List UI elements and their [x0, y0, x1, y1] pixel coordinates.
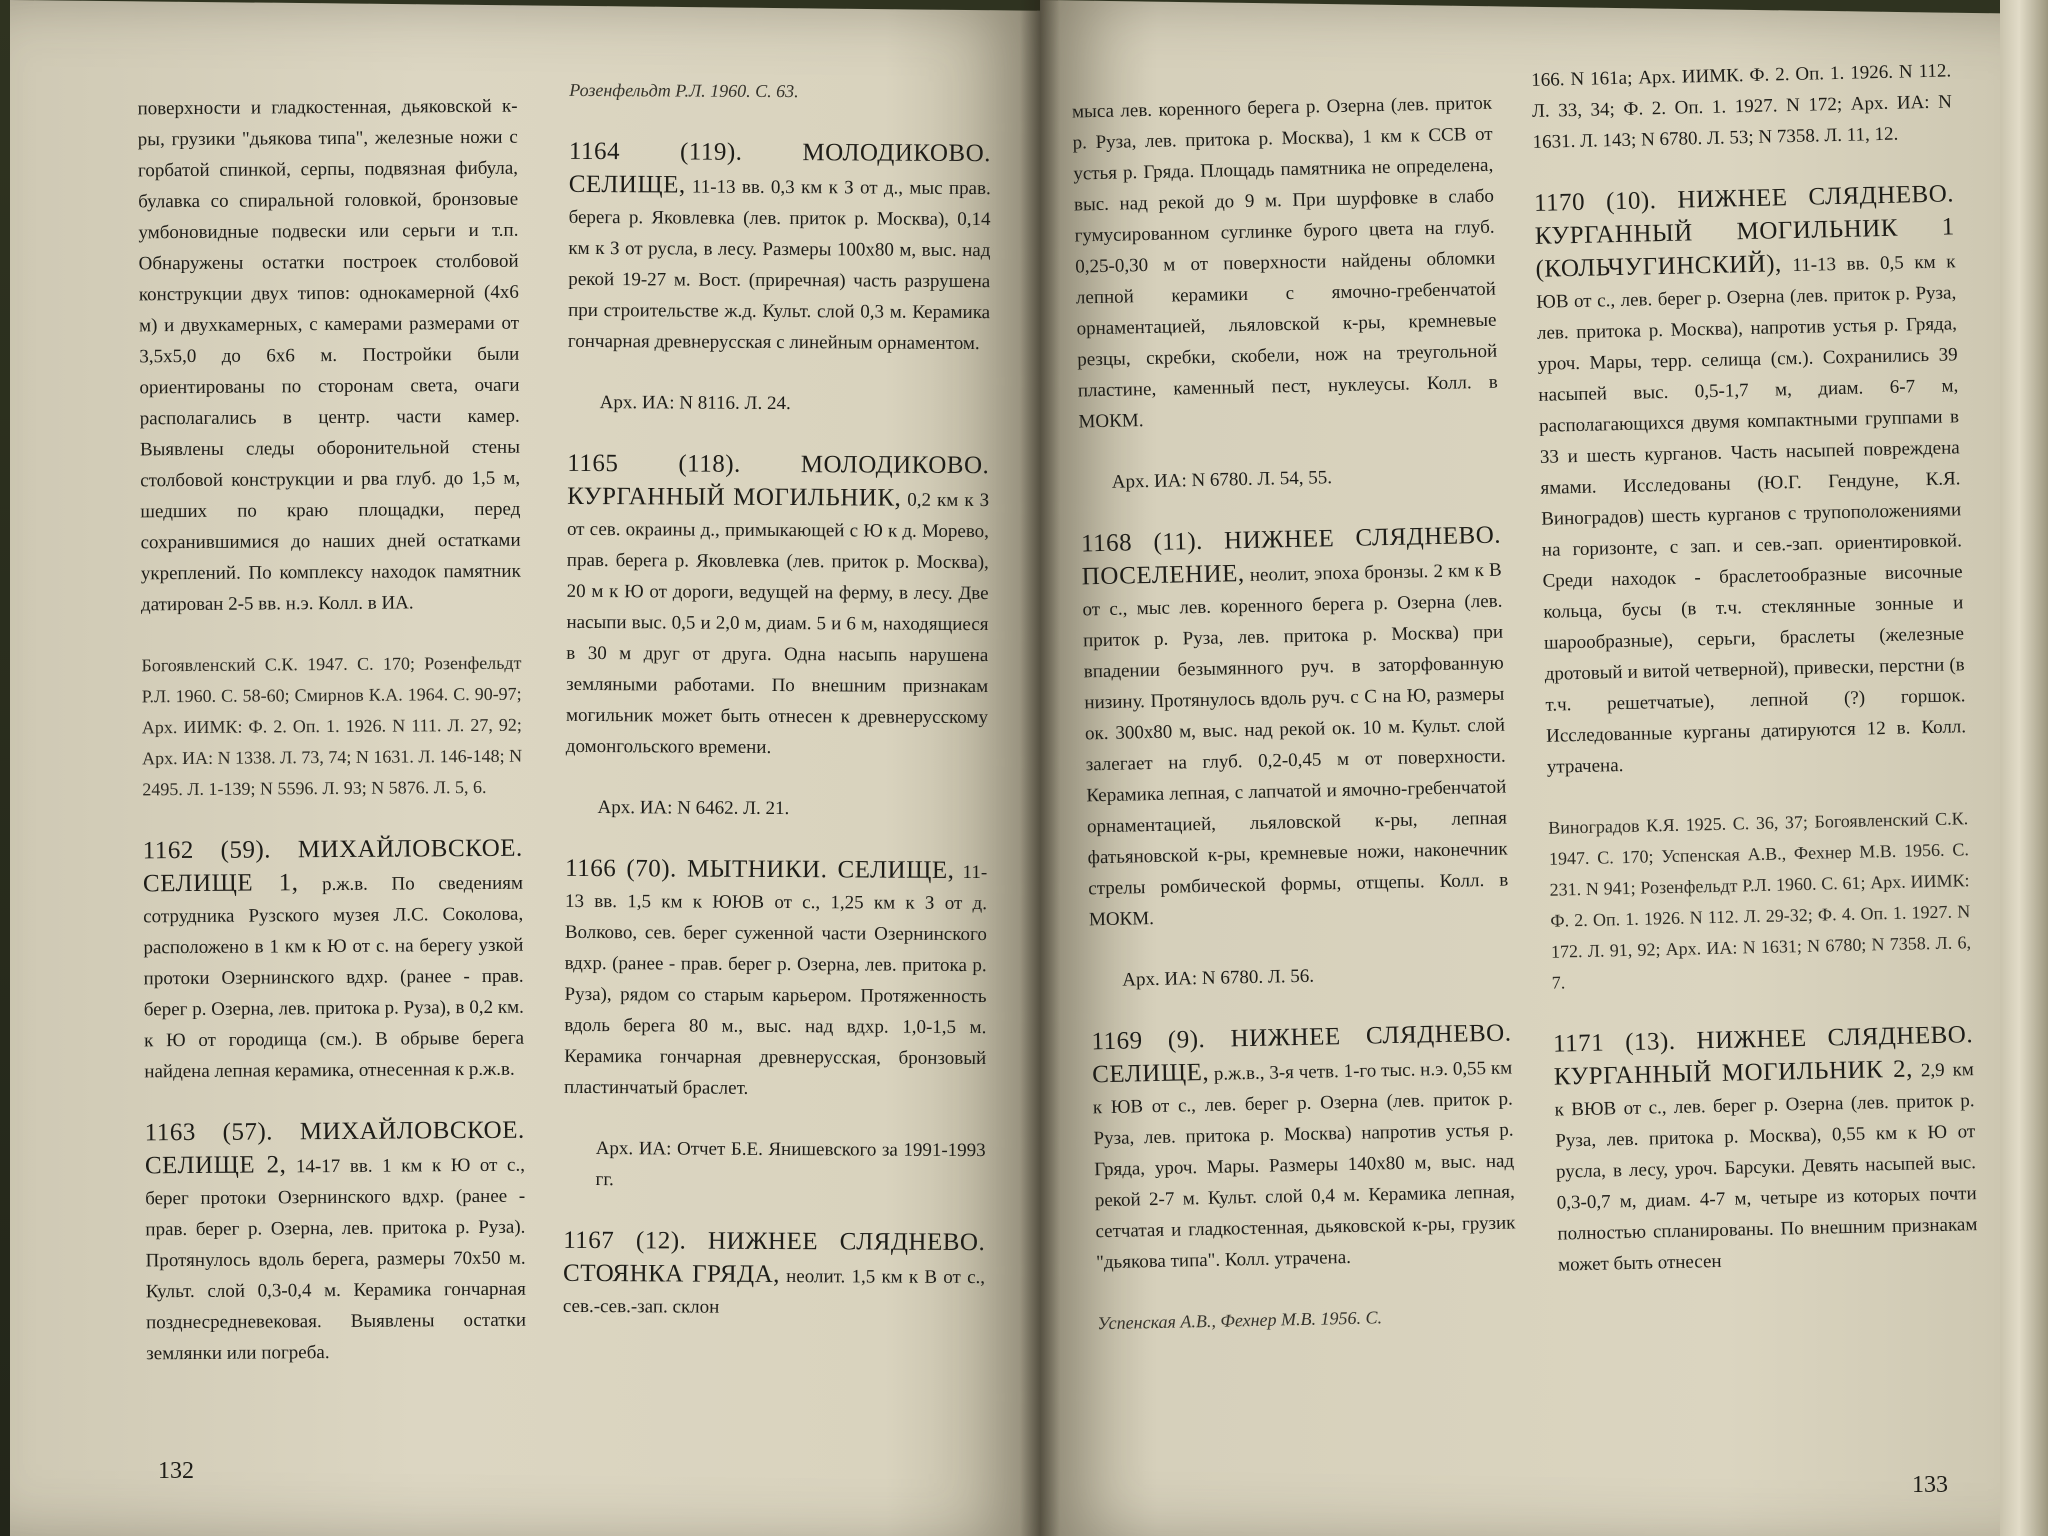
- entry-text: р.ж.в., 3-я четв. 1-го тыс. н.э. 0,55 км к ЮВ от с., лев. берег р. Озерна (лев. приток р. Руза, лев. притока р. Москва) напротив устья р. Гряда, уроч. Мары. Размеры 140х80 м, выс. над рекой 2-7 м. Культ. слой 0,4 м. Керамика лепная, сетчатая и гладкостенная, дьяковской к-ры, грузик "дьякова типа". Колл. утрачена.: [1092, 1057, 1516, 1274]
- site-entry: [564, 853, 987, 1105]
- entry-heading: 1171 (13). НИЖНЕЕ СЛЯДНЕВО. КУРГАННЫЙ МОГИЛЬНИК 2,: [1552, 1021, 1974, 1091]
- body-paragraph: поверхности и гладкостенная, дьяковской к-ры, грузики "дьякова типа", железные ножи с горбатой спинкой, серпы, подвязная фибула, булавка со спиральной головкой, бронзовые умбоновидные подвески или серьги и т.п. Обнаружены остатки построек столбовой конструкции двух типов: однокамерной (4х6 м) и двухкамерных, с камерами размерами от 3,5х5,0 до 6х6 м. Постройки были ориентированы по сторонам света, очаги располагались в центр. части камер. Выявлены следы оборонительной стены столбовой конструкции и рва глуб. до 1,5 м, шедших по краю площадки, перед сохранившимися до наших дней остатками укреплений. По комплексу находок памятник датирован 2-5 вв. н.э. Колл. в ИА.: [137, 95, 521, 616]
- entry-heading: 1162 (59). МИХАЙЛОВСКОЕ. СЕЛИЩЕ 1,: [142, 834, 523, 898]
- entry-text: 2,9 км к ВЮВ от с., лев. берег р. Озерна (лев. приток р. Руза, лев. притока р. Москва), 0,55 км к Ю от русла, в лесу, уроч. Барсуки. Девять насыпей выс. 0,3-0,7 м, диам. 4-7 м, четыре из которых почти полностью спланированы. По внешним признакам может быть отнесен: [1554, 1059, 1978, 1276]
- site-entry: [1553, 1019, 1979, 1280]
- left-page-column-2: [563, 75, 992, 1354]
- entry-heading: 1166 (70). МЫТНИКИ. СЕЛИЩЕ,: [565, 854, 955, 884]
- entry-heading: 1167 (12). НИЖНЕЕ СЛЯДНЕВО. СТОЯНКА ГРЯДА,: [563, 1226, 986, 1289]
- entry-text: 11-13 вв. 0,5 км к ЮВ от с., лев. берег р. Озерна (лев. приток р. Руза, лев. притока р. Москва), напротив устья р. Гряда, уроч. Мары, терр. селища (см.). Сохранились 39 насыпей выс. 0,5-1,7 м, диам. 6-7 м, располагающихся двумя компактными группами в 33 и шесть курганов. Часть насыпей повреждена ямами. Исследованы (Ю.Г. Гендуне, К.Я. Виноградов) шесть курганов с трупоположениями на горизонте, с зап. и сев.-зап. ориентировкой. Среди находок - браслетообразные височные кольца, бусы (в т.ч. стеклянные зонные и шарообразные), серьги, браслеты (железные дротовый и витой четверной), привески, перстни (в т.ч. решетчатые), лепной (?) горшок. Исследованные курганы датируются 12 в. Колл. утрачена.: [1536, 251, 1967, 778]
- body-paragraph: 166. N 161а; Арх. ИИМК. Ф. 2. Оп. 1. 1926. N 112. Л. 33, 34; Ф. 2. Оп. 1. 1927. N 172; Арх. ИА: N 1631. Л. 143; N 6780. Л. 53; N 7358. Л. 11, 12.: [1531, 60, 1953, 153]
- site-entry: [1534, 178, 1967, 782]
- site-entry: [143, 833, 525, 1088]
- left-page-column-1: [137, 91, 526, 1400]
- entry-text: 14-17 вв. 1 км к Ю от с., берег протоки Озернинского вдхр. (ранее - прав. берег р. Озерна, лев. притока р. Руза). Протянулось вдоль берега, размеры 70х50 м. Культ. слой 0,3-0,4 м. Керамика гончарная позднесредневековая. Выявлены остатки землянки или погреба.: [145, 1154, 527, 1365]
- entry-heading: 1170 (10). НИЖНЕЕ СЛЯДНЕВО. КУРГАННЫЙ МОГИЛЬНИК 1 (КОЛЬЧУГИНСКИЙ),: [1533, 180, 1956, 283]
- entry-heading: 1164 (119). МОЛОДИКОВО. СЕЛИЩЕ,: [568, 137, 992, 199]
- entry-heading: 1163 (57). МИХАЙЛОВСКОЕ. СЕЛИЩЕ 2,: [144, 1116, 525, 1180]
- right-page-column-2: [1531, 55, 1979, 1310]
- body-paragraph: мыса лев. коренного берега р. Озерна (лев. приток р. Руза, лев. притока р. Москва), 1 км к ССВ от устья р. Гряда. Площадь памятника не определена, выс. над рекой до 9 м. При шурфовке в слабо гумусированном суглинке бурого цвета на глуб. 0,25-0,30 м от поверхности найдены обломки лепной керамики с ямочно-гребенчатой орнаментацией, льяловской к-ры, кремневые резцы, скребки, скобели, нож на треугольной пластине, каменный пест, нуклеусы. Колл. в МОКМ.: [1071, 92, 1499, 433]
- archive-reference: Арх. ИА: N 6462. Л. 21.: [597, 797, 790, 820]
- bibliography: Успенская А.В., Фехнер М.В. 1956. С.: [1097, 1307, 1383, 1334]
- archive-reference: Арх. ИА: N 6780. Л. 56.: [1122, 965, 1315, 991]
- entry-heading: 1169 (9). НИЖНЕЕ СЛЯДНЕВО. СЕЛИЩЕ,: [1091, 1019, 1512, 1089]
- entry-text: 0,2 км к З от сев. окраины д., примыкающей с Ю к д. Морево, прав. берега р. Яковлевка (лев. приток р. Москва), 20 м к Ю от дороги, ведущей на ферму, в лесу. Две насыпи выс. 0,5 и 2,0 м, диам. 5 и 6 м, находящиеся в 30 м друг от друга. Одна насыпь нарушена земляными работами. По внешним признакам могильник может быть отнесен к древнерусскому домонгольского времени.: [565, 489, 990, 758]
- archive-reference: Арх. ИА: N 6780. Л. 54, 55.: [1111, 467, 1333, 493]
- page-edges: [2000, 0, 2048, 1536]
- entry-heading: 1168 (11). НИЖНЕЕ СЛЯДНЕВО. ПОСЕЛЕНИЕ,: [1080, 521, 1502, 591]
- entry-text: неолит, эпоха бронзы. 2 км к В от с., мыс лев. коренного берега р. Озерна (лев. приток р. Руза, лев. притока р. Москва) при впадении безымянного руч. в заторфованную низину. Протянулось вдоль руч. с С на Ю, размеры ок. 300х80 м, выс. над рекой ок. 10 м. Культ. слой залегает на глуб. 0,2-0,45 м от поверхности. Керамика лепная, с лапчатой и ямочно-гребенчатой орнаментацией, льяловской к-ры, лепная фатьяновской к-ры, кремневые ножи, наконечник стрелы ромбической формы, отщепы. Колл. в МОКМ.: [1082, 559, 1509, 931]
- site-entry: [1091, 1018, 1516, 1279]
- entry-text: неолит. 1,5 км к В от с., сев.-сев.-зап. склон: [562, 1266, 986, 1318]
- entry-text: р.ж.в. По сведениям сотрудника Рузского музея Л.С. Соколова, расположено в 1 км к Ю от с. на берегу узкой протоки Озернинского вдхр. (ранее - прав. берег р. Озерна, лев. притока р. Руза), в 0,2 км. к Ю от городища (см.). В обрыве берега найдена лепная керамика, отнесенная к р.ж.в.: [143, 872, 525, 1083]
- page-number-left: 132: [158, 1458, 194, 1484]
- bibliography: Богоявленский С.К. 1947. С. 170; Розенфельдт Р.Л. 1960. С. 58-60; Смирнов К.А. 1964. С. 90-97; Арх. ИИМК: Ф. 2. Оп. 1. 1926. N 111. Л. 27, 92; Арх. ИА: N 1338. Л. 73, 74; N 1631. Л. 146-148; N 2495. Л. 1-139; N 5596. Л. 93; N 5876. Л. 5, 6.: [141, 652, 523, 800]
- site-entry: [568, 136, 991, 359]
- bibliography: Виноградов К.Я. 1925. С. 36, 37; Богоявленский С.К. 1947. С. 170; Успенская А.В., Фехнер М.В. 1956. С. 231. N 941; Розенфельдт Р.Л. 1960. С. 61; Арх. ИИМК: Ф. 2. Оп. 1. 1926. N 112. Л. 29-32; Ф. 4. Оп. 1. 1927. N 172. Л. 91, 92; Арх. ИА: N 1631; N 6780; N 7358. Л. 6, 7.: [1548, 808, 1972, 993]
- book-gutter: [1020, 0, 1060, 1536]
- site-entry: [1081, 520, 1509, 936]
- archive-reference: Арх. ИА: N 8116. Л. 24.: [599, 392, 791, 415]
- entry-text: 11-13 вв. 0,3 км к З от д., мыс прав. берега р. Яковлевка (лев. приток р. Москва), 0,14 км к З от русла, в лесу. Размеры 100х80 м, выс. над рекой 19-27 м. Вост. (приречная) часть разрушена при строительстве ж.д. Культ. слой 0,3 м. Керамика гончарная древнерусская с линейным орнаментом.: [567, 176, 991, 355]
- site-entry: [566, 448, 990, 764]
- site-entry: [145, 1115, 527, 1370]
- archive-reference: Арх. ИА: Отчет Б.Е. Янишевского за 1991-1993 гг.: [595, 1138, 986, 1191]
- bibliography: Розенфельдт Р.Л. 1960. С. 63.: [569, 79, 799, 102]
- site-entry: [563, 1225, 986, 1324]
- page-number-right: 133: [1912, 1472, 1948, 1498]
- entry-heading: 1165 (118). МОЛОДИКОВО. КУРГАННЫЙ МОГИЛЬНИК,: [567, 449, 990, 512]
- entry-text: 11-13 вв. 1,5 км к ЮЮВ от с., 1,25 км к З от д. Волково, сев. берег суженной части Озернинского вдхр. (ранее - прав. берег р. Озерна, лев. притока р. Руза), рядом со старым карьером. Протяженность вдоль берега 80 м., выс. над вдхр. 1,0-1,5 м. Керамика гончарная древнерусская, бронзовый пластинчатый браслет.: [563, 861, 988, 1099]
- right-page-column-1: [1072, 88, 1519, 1370]
